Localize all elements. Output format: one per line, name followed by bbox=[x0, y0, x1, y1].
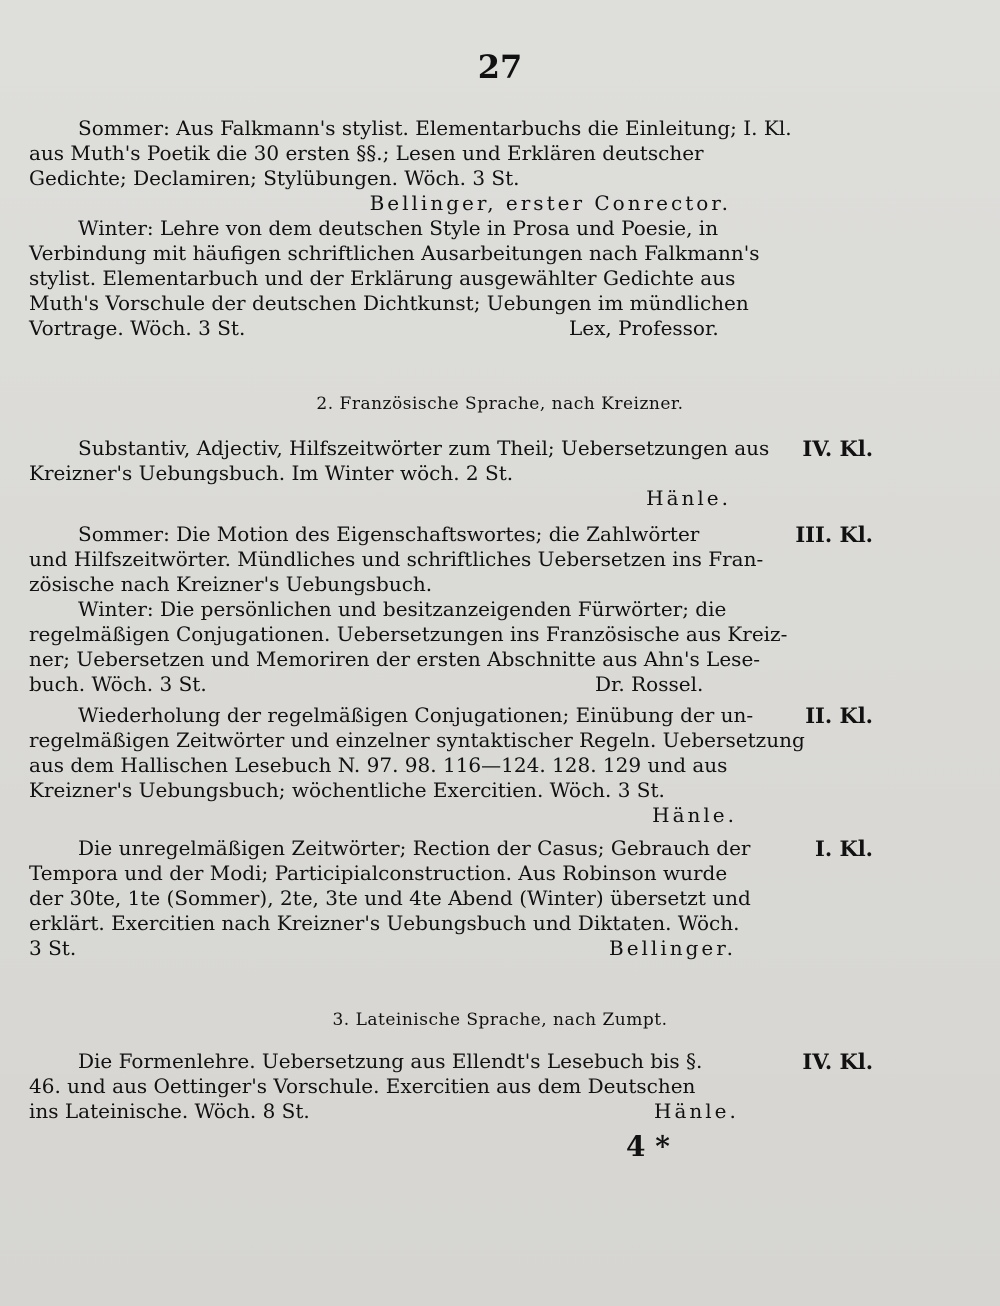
text-line: Verbindung mit häufigen schriftlichen Ausarbeitungen nach Falkmann's bbox=[29, 241, 760, 265]
teacher-name: Hänle. bbox=[654, 1099, 739, 1123]
text-line: Substantiv, Adjectiv, Hilfszeitwörter zum Theil; Uebersetzungen aus bbox=[78, 436, 770, 460]
latin-paragraph-iv bbox=[29, 1049, 873, 1124]
text-line-content: buch. Wöch. 3 St. bbox=[29, 672, 207, 696]
text-line: Kreizner's Uebungsbuch; wöchentliche Exercitien. Wöch. 3 St. bbox=[29, 778, 665, 802]
text-line: Winter: Lehre von dem deutschen Style in Prosa und Poesie, in bbox=[78, 216, 719, 240]
teacher-name: Lex, Professor. bbox=[569, 316, 719, 340]
text-line-content: Vortrage. Wöch. 3 St. bbox=[29, 316, 246, 340]
text-line bbox=[29, 1099, 869, 1124]
class-label: IV. Kl. bbox=[802, 1049, 873, 1074]
class-label: III. Kl. bbox=[795, 522, 873, 547]
class-label: IV. Kl. bbox=[802, 436, 873, 461]
class-label: II. Kl. bbox=[805, 703, 873, 728]
text-line: 46. und aus Oettinger's Vorschule. Exercitien aus dem Deutschen bbox=[29, 1074, 696, 1098]
text-line: ner; Uebersetzen und Memoriren der ersten Abschnitte aus Ahn's Lese- bbox=[29, 647, 761, 671]
german-section bbox=[29, 116, 869, 341]
german-sommer-paragraph bbox=[29, 116, 869, 216]
text-line bbox=[29, 672, 869, 697]
text-line bbox=[29, 316, 869, 341]
latin-section bbox=[29, 1049, 873, 1124]
text-line: aus dem Hallischen Lesebuch N. 97. 98. 116—124. 128. 129 und aus bbox=[29, 753, 728, 777]
teacher-name: Dr. Rossel. bbox=[595, 672, 704, 696]
text-line: stylist. Elementarbuch und der Erklärung ausgewählter Gedichte aus bbox=[29, 266, 736, 290]
text-line: Sommer: Aus Falkmann's stylist. Elementarbuchs die Einleitung; I. Kl. bbox=[78, 116, 792, 140]
teacher-name: Hänle. bbox=[646, 486, 731, 510]
french-paragraph-ii bbox=[29, 703, 873, 828]
text-line: und Hilfszeitwörter. Mündliches und schriftliches Uebersetzen ins Fran- bbox=[29, 547, 764, 571]
text-line: Wiederholung der regelmäßigen Conjugationen; Einübung der un- bbox=[78, 703, 754, 727]
section-title-french: 2. Französische Sprache, nach Kreizner. bbox=[316, 394, 684, 414]
german-winter-paragraph bbox=[29, 216, 869, 341]
text-line-content: ins Lateinische. Wöch. 8 St. bbox=[29, 1099, 310, 1123]
text-line-content: 3 St. bbox=[29, 936, 77, 960]
text-line: der 30te, 1te (Sommer), 2te, 3te und 4te Abend (Winter) übersetzt und bbox=[29, 886, 751, 910]
text-line: aus Muth's Poetik die 30 ersten §§.; Lesen und Erklären deutscher bbox=[29, 141, 704, 165]
text-line: Die unregelmäßigen Zeitwörter; Rection der Casus; Gebrauch der bbox=[78, 836, 751, 860]
teacher-name: Hänle. bbox=[652, 803, 737, 827]
text-line: Winter: Die persönlichen und besitzanzeigenden Fürwörter; die bbox=[78, 597, 727, 621]
french-paragraph-iii bbox=[29, 522, 873, 697]
page-number: 27 bbox=[477, 48, 523, 86]
text-line: regelmäßigen Zeitwörter und einzelner syntaktischer Regeln. Uebersetzung bbox=[29, 728, 805, 752]
text-line: Gedichte; Declamiren; Stylübungen. Wöch. 3 St. bbox=[29, 166, 520, 190]
teacher-name: Bellinger, erster Conrector. bbox=[369, 191, 731, 215]
french-paragraph-i bbox=[29, 836, 873, 961]
french-section bbox=[29, 436, 873, 961]
text-line: regelmäßigen Conjugationen. Uebersetzungen ins Französische aus Kreiz- bbox=[29, 622, 788, 646]
signature-mark: 4 * bbox=[626, 1130, 670, 1163]
text-line: Tempora und der Modi; Participialconstruction. Aus Robinson wurde bbox=[29, 861, 728, 885]
text-line: Muth's Vorschule der deutschen Dichtkunst; Uebungen im mündlichen bbox=[29, 291, 749, 315]
text-line: erklärt. Exercitien nach Kreizner's Uebungsbuch und Diktaten. Wöch. bbox=[29, 911, 740, 935]
text-line: Die Formenlehre. Uebersetzung aus Ellendt's Lesebuch bis §. bbox=[78, 1049, 703, 1073]
text-line: zösische nach Kreizner's Uebungsbuch. bbox=[29, 572, 433, 596]
teacher-name: Bellinger. bbox=[609, 936, 736, 960]
text-line: Kreizner's Uebungsbuch. Im Winter wöch. 2 St. bbox=[29, 461, 514, 485]
text-line: Sommer: Die Motion des Eigenschaftswortes; die Zahlwörter bbox=[78, 522, 700, 546]
section-title-latin: 3. Lateinische Sprache, nach Zumpt. bbox=[332, 1010, 668, 1030]
text-line bbox=[29, 936, 869, 961]
class-label: I. Kl. bbox=[815, 836, 873, 861]
french-paragraph-iv bbox=[29, 436, 873, 511]
